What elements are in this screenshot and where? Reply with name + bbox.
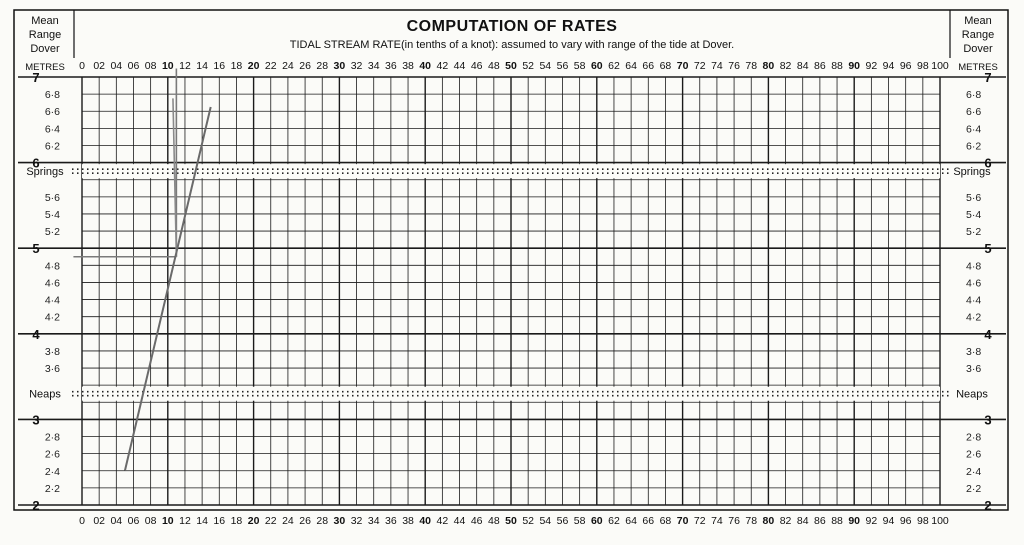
x-tick-label-bottom: 44 [453,515,466,527]
x-tick-label-top: 64 [625,60,637,72]
x-tick-label-bottom: 40 [419,515,432,527]
y-tick-label-left: 4·4 [44,294,60,307]
y-tick-label-left: 6·4 [44,123,60,136]
x-tick-label-bottom: 42 [436,515,449,527]
x-tick-label-top: 78 [745,60,758,72]
x-tick-label-bottom: 50 [505,515,517,527]
y-tick-label-right: 5·2 [966,226,982,239]
x-tick-label-top: 60 [590,60,603,72]
chart-subtitle: TIDAL STREAM RATE(in tenths of a knot): assumed to vary with range of the tide at Dover. [289,39,735,51]
x-tick-label-bottom: 96 [899,515,912,527]
x-tick-label-bottom: 80 [762,515,775,527]
x-tick-label-top: 96 [899,60,912,72]
y-tick-label-left: 3·8 [44,345,60,358]
right-heading-line-1: Mean [964,15,992,27]
x-tick-label-bottom: 20 [247,515,260,527]
y-tick-label-left: 2·2 [44,482,60,495]
y-tick-label-right: 6·6 [966,106,982,119]
x-tick-label-top: 46 [470,60,483,72]
x-tick-label-top: 88 [831,60,843,72]
x-tick-label-top: 34 [367,60,380,72]
x-tick-label-bottom: 16 [213,515,226,527]
x-tick-label-top: 50 [505,60,517,72]
x-tick-label-bottom: 66 [642,515,655,527]
x-tick-label-top: 48 [487,60,500,72]
x-tick-label-top: 62 [608,60,620,72]
x-tick-label-bottom: 56 [556,515,569,527]
x-tick-label-bottom: 10 [161,515,174,527]
x-tick-label-top: 98 [916,60,929,72]
x-tick-label-bottom: 76 [728,515,740,527]
y-tick-label-major-right: 5 [984,241,992,257]
x-tick-label-top: 54 [539,60,552,72]
x-tick-label-top: 52 [522,60,535,72]
y-tick-label-left: 3·6 [44,363,60,376]
x-tick-label-bottom: 58 [573,515,586,527]
reference-label-left: Neaps [29,388,61,401]
left-heading-line-1: Mean [31,15,59,27]
y-tick-label-right: 2·4 [966,465,982,478]
x-tick-label-top: 76 [728,60,740,72]
x-tick-label-top: 18 [230,60,243,72]
x-tick-label-bottom: 72 [693,515,706,527]
x-tick-label-top: 40 [419,60,432,72]
x-tick-label-top: 82 [779,60,792,72]
x-tick-label-bottom: 70 [676,515,689,527]
reference-label-right: Springs [953,166,991,179]
x-tick-label-top: 90 [848,60,861,72]
y-tick-label-right: 6·8 [966,89,982,102]
x-tick-label-top: 66 [642,60,655,72]
left-heading-line-2: Range [28,29,62,41]
x-tick-label-top: 36 [385,60,397,72]
x-tick-label-top: 22 [264,60,277,72]
x-tick-label-top: 10 [161,60,174,72]
page-title: COMPUTATION OF RATES [406,18,618,35]
y-tick-label-major-right: 2 [984,498,992,513]
x-tick-label-bottom: 30 [333,515,346,527]
x-tick-label-top: 08 [144,60,157,72]
y-tick-label-left: 5·6 [44,191,60,204]
reference-band [82,387,940,401]
x-tick-label-top: 38 [402,60,414,72]
y-tick-label-right: 5·6 [966,191,982,204]
y-tick-label-left: 4·8 [44,260,60,273]
y-tick-label-left: 2·4 [44,465,60,478]
y-tick-label-left: 4·6 [44,277,60,290]
x-tick-label-top: 84 [796,60,809,72]
x-tick-label-bottom: 28 [316,515,329,527]
y-tick-label-right: 2·8 [966,431,982,444]
x-tick-label-bottom: 64 [625,515,637,527]
y-tick-label-major-right: 4 [984,326,992,342]
y-tick-label-major-left: 7 [32,70,40,85]
y-tick-label-major-right: 6 [984,155,992,171]
x-tick-label-top: 16 [213,60,226,72]
y-tick-label-right: 4·8 [966,260,982,273]
x-tick-label-bottom: 88 [831,515,843,527]
right-units-label: METRES [958,62,998,73]
x-tick-label-bottom: 86 [814,515,826,527]
x-tick-label-bottom: 22 [264,515,277,527]
x-tick-label-bottom: 06 [127,515,140,527]
x-tick-label-bottom: 0 [79,515,85,527]
x-tick-label-top: 30 [333,60,346,72]
y-tick-label-major-right: 3 [984,412,992,428]
x-tick-label-top: 100 [931,60,949,72]
y-tick-label-right: 3·6 [966,363,982,376]
x-tick-label-bottom: 74 [711,515,723,527]
x-tick-label-top: 20 [247,60,260,72]
y-tick-label-major-left: 6 [32,155,40,171]
x-tick-label-top: 70 [676,60,689,72]
right-heading-line-3: Dover [963,43,993,55]
y-tick-label-right: 6·4 [966,123,982,136]
y-tick-label-major-left: 3 [32,412,40,428]
x-tick-label-bottom: 04 [110,515,123,527]
x-tick-label-bottom: 100 [931,515,949,527]
right-heading-line-2: Range [961,29,995,41]
x-tick-label-top: 12 [179,60,191,72]
left-heading-line-3: Dover [30,43,60,55]
x-tick-label-bottom: 92 [865,515,878,527]
x-tick-label-top: 80 [762,60,775,72]
x-tick-label-bottom: 36 [385,515,397,527]
x-tick-label-bottom: 34 [367,515,380,527]
x-tick-label-top: 68 [659,60,672,72]
x-tick-label-bottom: 02 [93,515,106,527]
reference-label-left: Springs [26,166,64,179]
x-tick-label-bottom: 78 [745,515,758,527]
y-tick-label-right: 6·2 [966,140,982,153]
x-tick-label-bottom: 08 [144,515,157,527]
y-tick-label-right: 4·2 [966,311,982,324]
y-tick-label-left: 2·8 [44,431,60,444]
x-tick-label-top: 72 [693,60,706,72]
x-tick-label-bottom: 12 [179,515,191,527]
x-tick-label-bottom: 38 [402,515,414,527]
x-tick-label-bottom: 84 [796,515,809,527]
x-tick-label-bottom: 54 [539,515,552,527]
reference-band [82,164,940,178]
x-tick-label-top: 04 [110,60,123,72]
x-tick-label-bottom: 94 [882,515,895,527]
x-tick-label-bottom: 32 [350,515,363,527]
y-tick-label-major-left: 4 [32,326,40,342]
y-tick-label-left: 5·4 [44,208,60,221]
x-tick-label-bottom: 24 [282,515,294,527]
x-tick-label-top: 32 [350,60,363,72]
x-tick-label-top: 14 [196,60,208,72]
y-tick-label-left: 4·2 [44,311,60,324]
x-tick-label-top: 42 [436,60,449,72]
x-tick-label-bottom: 46 [470,515,483,527]
y-tick-label-right: 2·2 [966,482,982,495]
y-tick-label-major-left: 2 [32,498,40,513]
x-tick-label-top: 02 [93,60,106,72]
x-tick-label-top: 24 [282,60,294,72]
y-tick-label-right: 5·4 [966,208,982,221]
x-tick-label-top: 26 [299,60,311,72]
y-tick-label-left: 6·2 [44,140,60,153]
x-tick-label-top: 56 [556,60,569,72]
y-tick-label-right: 4·4 [966,294,982,307]
y-tick-label-right: 3·8 [966,345,982,358]
y-tick-label-major-left: 5 [32,241,40,257]
y-tick-label-left: 6·8 [44,89,60,102]
y-tick-label-major-right: 7 [984,70,992,85]
y-tick-label-right: 2·6 [966,448,982,461]
x-tick-label-bottom: 48 [487,515,500,527]
y-tick-label-left: 2·6 [44,448,60,461]
x-tick-label-top: 06 [127,60,140,72]
x-tick-label-top: 74 [711,60,723,72]
x-tick-label-bottom: 82 [779,515,792,527]
x-tick-label-top: 28 [316,60,329,72]
y-tick-label-left: 5·2 [44,226,60,239]
x-tick-label-bottom: 98 [916,515,929,527]
x-tick-label-bottom: 52 [522,515,535,527]
x-tick-label-top: 92 [865,60,878,72]
x-tick-label-bottom: 26 [299,515,311,527]
x-tick-label-bottom: 90 [848,515,861,527]
y-tick-label-right: 4·6 [966,277,982,290]
left-units-label: METRES [25,62,65,73]
reference-label-right: Neaps [956,388,988,401]
x-tick-label-top: 0 [79,60,85,72]
x-tick-label-bottom: 62 [608,515,620,527]
x-tick-label-top: 44 [453,60,466,72]
x-tick-label-top: 86 [814,60,826,72]
x-tick-label-top: 58 [573,60,586,72]
x-tick-label-bottom: 60 [590,515,603,527]
x-tick-label-top: 94 [882,60,895,72]
y-tick-label-left: 6·6 [44,106,60,119]
x-tick-label-bottom: 68 [659,515,672,527]
x-tick-label-bottom: 14 [196,515,208,527]
x-tick-label-bottom: 18 [230,515,243,527]
